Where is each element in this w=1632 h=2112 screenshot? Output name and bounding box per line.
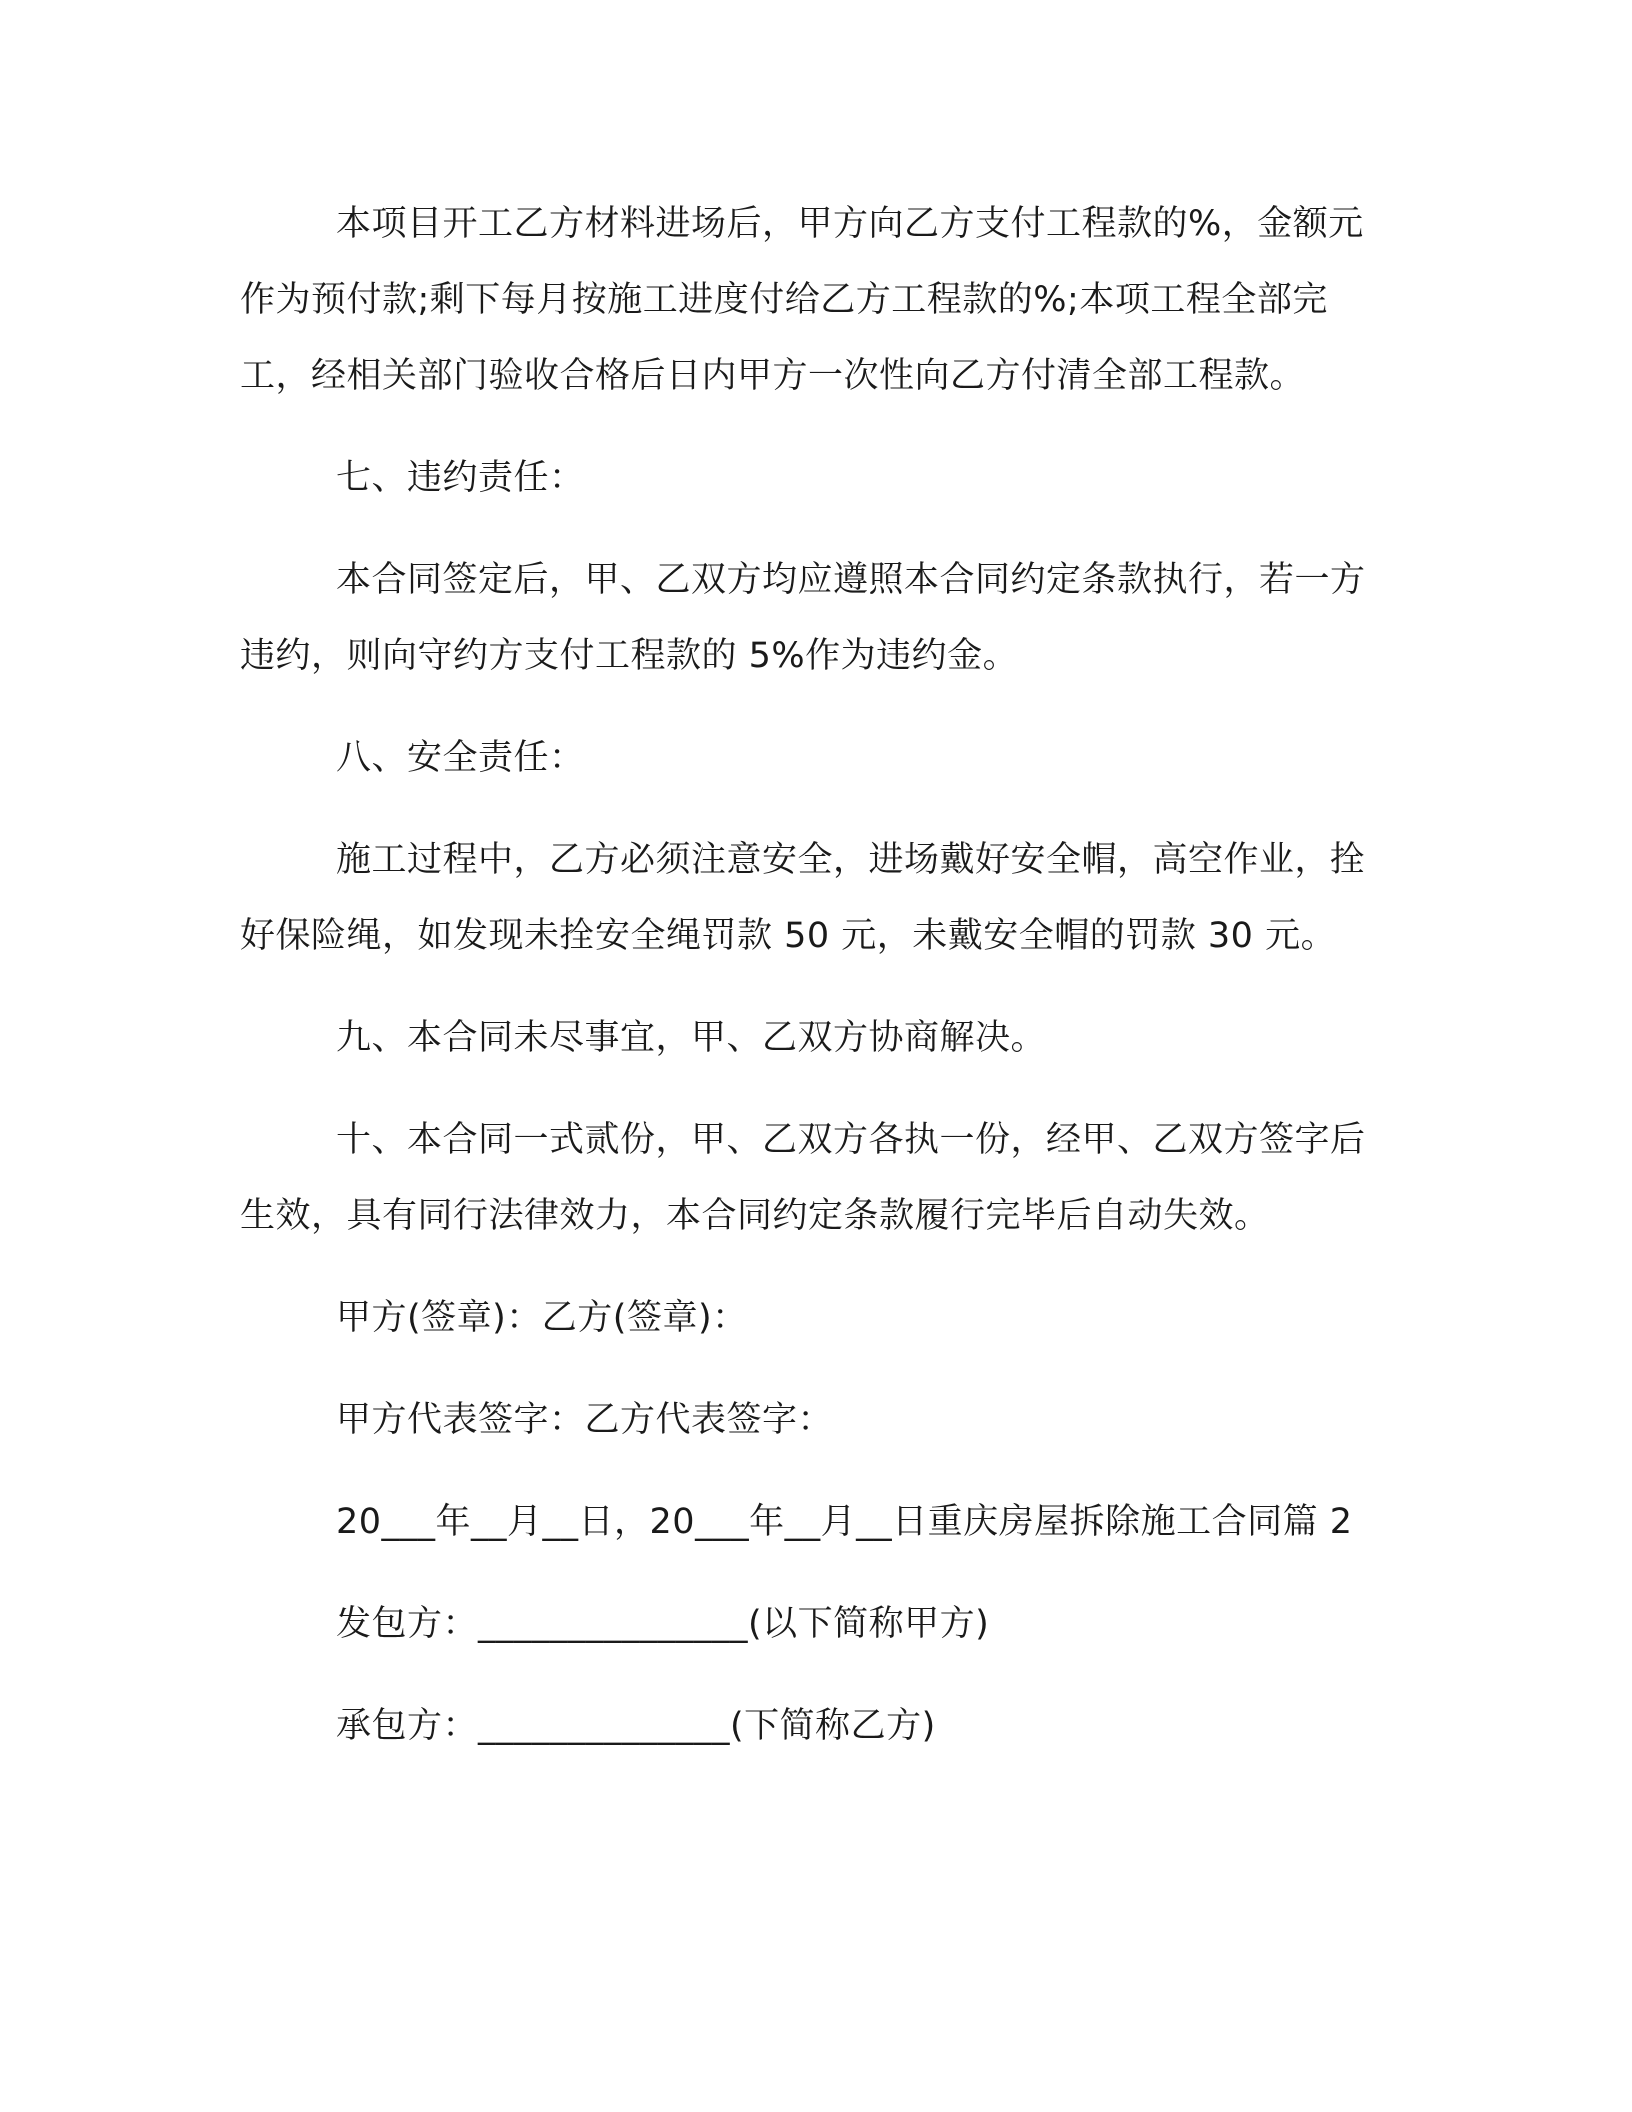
clause-nine: 九、本合同未尽事宜，甲、乙双方协商解决。 xyxy=(336,1018,1047,1058)
payment-terms-paragraph: 本项目开工乙方材料进场后，甲方向乙方支付工程款的%，金额元作为预付款;剩下每月按施工进度付给乙方工程款的%;本项工程全部完工，经相关部门验收合格后日内甲方一次性向乙方付清全部工程款。 xyxy=(240,204,1364,396)
representative-signature-line: 甲方代表签字：乙方代表签字： xyxy=(336,1400,834,1440)
date-and-title-line: 20___年__月__日，20___年__月__日重庆房屋拆除施工合同篇 2 xyxy=(336,1502,1353,1542)
contractor-line: 承包方：______________(下简称乙方) xyxy=(336,1706,936,1746)
employer-line: 发包方：_______________(以下简称甲方) xyxy=(336,1604,990,1644)
document-body xyxy=(240,186,1390,1790)
breach-paragraph: 本合同签定后，甲、乙双方均应遵照本合同约定条款执行，若一方违约，则向守约方支付工程款的 5%作为违约金。 xyxy=(240,560,1366,676)
clause-ten: 十、本合同一式贰份，甲、乙双方各执一份，经甲、乙双方签字后生效，具有同行法律效力，本合同约定条款履行完毕后自动失效。 xyxy=(240,1120,1366,1236)
section-heading-breach: 七、违约责任： xyxy=(336,458,585,498)
safety-paragraph: 施工过程中，乙方必须注意安全，进场戴好安全帽，高空作业，拴好保险绳，如发现未拴安全绳罚款 50 元，未戴安全帽的罚款 30 元。 xyxy=(240,840,1366,956)
section-heading-safety: 八、安全责任： xyxy=(336,738,585,778)
party-seal-line: 甲方(签章)：乙方(签章)： xyxy=(336,1298,748,1338)
